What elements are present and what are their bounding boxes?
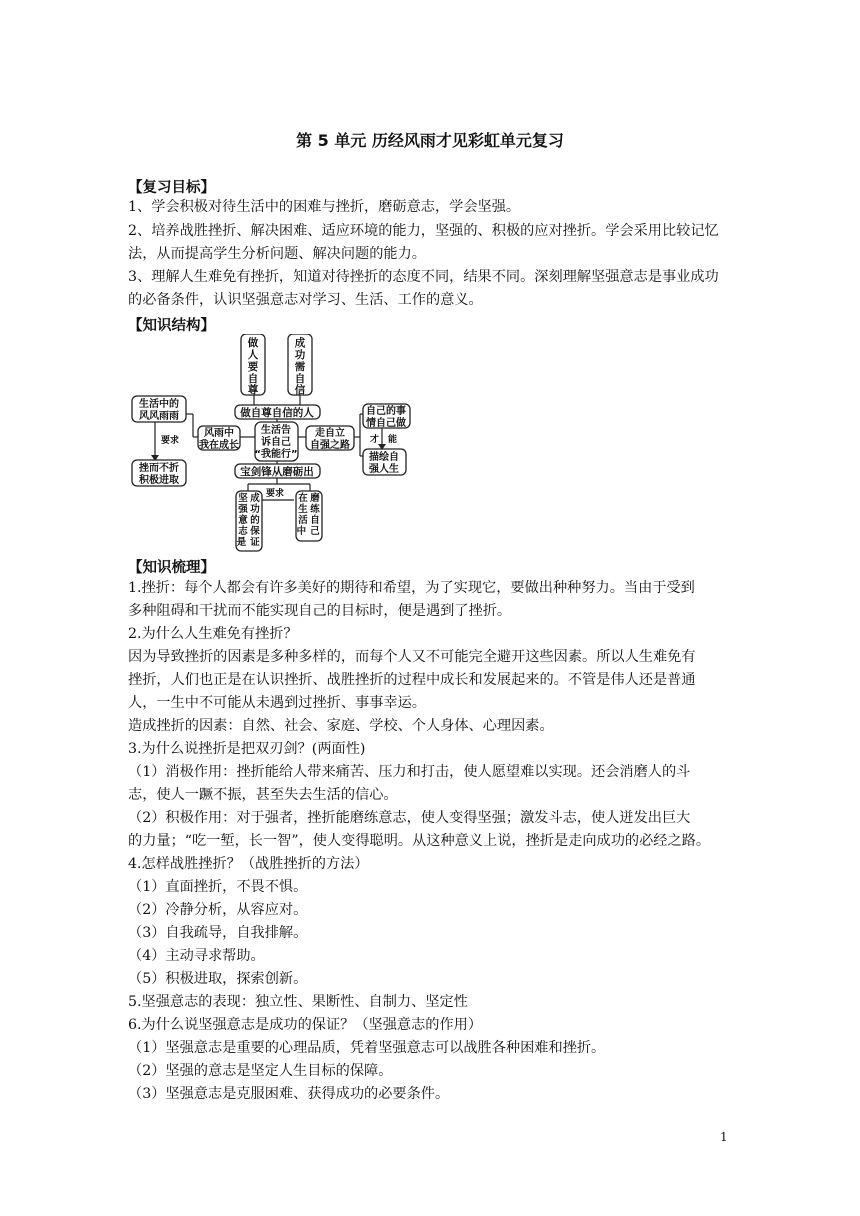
knowledge-line: （2）冷静分析，从容应对。 <box>128 902 308 918</box>
knowledge-line: 造成挫折的因素：自然、社会、家庭、学校、个人身体、心理因素。 <box>128 718 554 734</box>
knowledge-line: （1）坚强意志是重要的心理品质，凭着坚强意志可以战胜各种困难和挫折。 <box>128 1040 606 1056</box>
knowledge-line: 3.为什么说挫折是把双刃剑？(两面性) <box>128 741 366 757</box>
diagram-bottom-left: 坚强意志是 成功的保证 <box>236 493 260 548</box>
review-goals-heading: 【复习目标】 <box>128 180 215 196</box>
knowledge-structure-diagram <box>130 334 412 554</box>
knowledge-line: （4）主动寻求帮助。 <box>128 948 265 964</box>
diagram-right-relation-a: 才 <box>370 435 380 445</box>
diagram-far-right-top: 自己的事情自己做 <box>366 406 406 429</box>
diagram-lower-bar: 宝剑锋从磨砺出 <box>240 466 314 478</box>
knowledge-line: （3）自我疏导，自我排解。 <box>128 925 308 941</box>
knowledge-line: 4.怎样战胜挫折？（战胜挫折的方法） <box>128 856 369 872</box>
knowledge-line: 的力量；“吃一堑，长一智”，使人变得聪明。从这种意义上说，挫折是走向成功的必经之路。 <box>128 833 711 849</box>
knowledge-line: （1）消极作用：挫折能给人带来痛苦、压力和打击，使人愿望难以实现。还会消磨人的斗 <box>128 764 691 780</box>
knowledge-heading: 【知识梳理】 <box>128 560 215 576</box>
knowledge-line: （1）直面挫折，不畏不惧。 <box>128 879 308 895</box>
diagram-upper-bar: 做自尊自信的人 <box>240 407 314 419</box>
diagram-far-right-bottom: 描绘自强人生 <box>369 452 399 475</box>
diagram-far-left-top: 生活中的风风雨雨 <box>139 399 179 422</box>
diagram-far-left-bottom: 挫而不折积极进取 <box>139 463 179 486</box>
knowledge-line: 5.坚强意志的表现：独立性、果断性、自制力、坚定性 <box>128 994 468 1010</box>
knowledge-line: 人，一生中不可能从未遇到过挫折、事事幸运。 <box>128 695 426 711</box>
page-title: 第 5 单元 历经风雨才见彩虹单元复习 <box>296 131 564 150</box>
diagram-lower-relation: 要求 <box>266 489 285 499</box>
page-number: 1 <box>720 1130 728 1144</box>
knowledge-line: 多种阻碍和干扰而不能实现自己的目标时，便是遇到了挫折。 <box>128 603 512 619</box>
knowledge-line: 2.为什么人生难免有挫折？ <box>128 626 298 642</box>
diagram-left-mid: 风雨中我在成长 <box>199 428 239 451</box>
diagram-bottom-right: 在生活中 磨练自己 <box>296 493 320 537</box>
knowledge-line: 挫折，人们也正是在认识挫折、战胜挫折的过程中成长和发展起来的。不管是伟人还是普通 <box>128 672 696 688</box>
knowledge-line: 1.挫折：每个人都会有许多美好的期待和希望，为了实现它，要做出种种努力。当由于受到 <box>128 580 695 596</box>
goal-item-2: 2、培养战胜挫折、解决困难、适应环境的能力，坚强的、积极的应对挫折。学会采用比较记忆法，从而提高学生分析问题、解决问题的能力。 <box>128 223 719 263</box>
diagram-left-relation: 要求 <box>161 436 180 446</box>
knowledge-line: 6.为什么说坚强意志是成功的保证？（坚强意志的作用） <box>128 1017 483 1033</box>
knowledge-line: （2）坚强的意志是坚定人生目标的保障。 <box>128 1063 393 1079</box>
goal-item-3: 3、理解人生难免有挫折，知道对待挫折的态度不同，结果不同。深刻理解坚强意志是事业成功的必备条件，认识坚强意志对学习、生活、工作的意义。 <box>128 269 719 309</box>
knowledge-line: 志，使人一蹶不振，甚至失去生活的信心。 <box>128 787 398 803</box>
knowledge-line: 因为导致挫折的因素是多种多样的，而每个人又不可能完全避开这些因素。所以人生难免有 <box>128 649 696 665</box>
knowledge-line: （5）积极进取，探索创新。 <box>128 971 308 987</box>
goal-item-1: 1、学会积极对待生活中的困难与挫折，磨砺意志，学会坚强。 <box>128 199 521 215</box>
diagram-top-right: 成功需自信 <box>294 337 306 396</box>
diagram-center: 生活告诉自己“我能行” <box>254 425 298 460</box>
knowledge-line: （2）积极作用：对于强者，挫折能磨练意志，使人变得坚强；激发斗志，使人迸发出巨大 <box>128 810 691 826</box>
diagram-top-left: 做人要自尊 <box>247 337 259 396</box>
structure-heading: 【知识结构】 <box>128 318 215 334</box>
diagram-right-relation-b: 能 <box>388 435 398 445</box>
diagram-right-mid: 走自立自强之路 <box>310 428 350 451</box>
knowledge-line: （3）坚强意志是克服困难、获得成功的必要条件。 <box>128 1086 450 1102</box>
